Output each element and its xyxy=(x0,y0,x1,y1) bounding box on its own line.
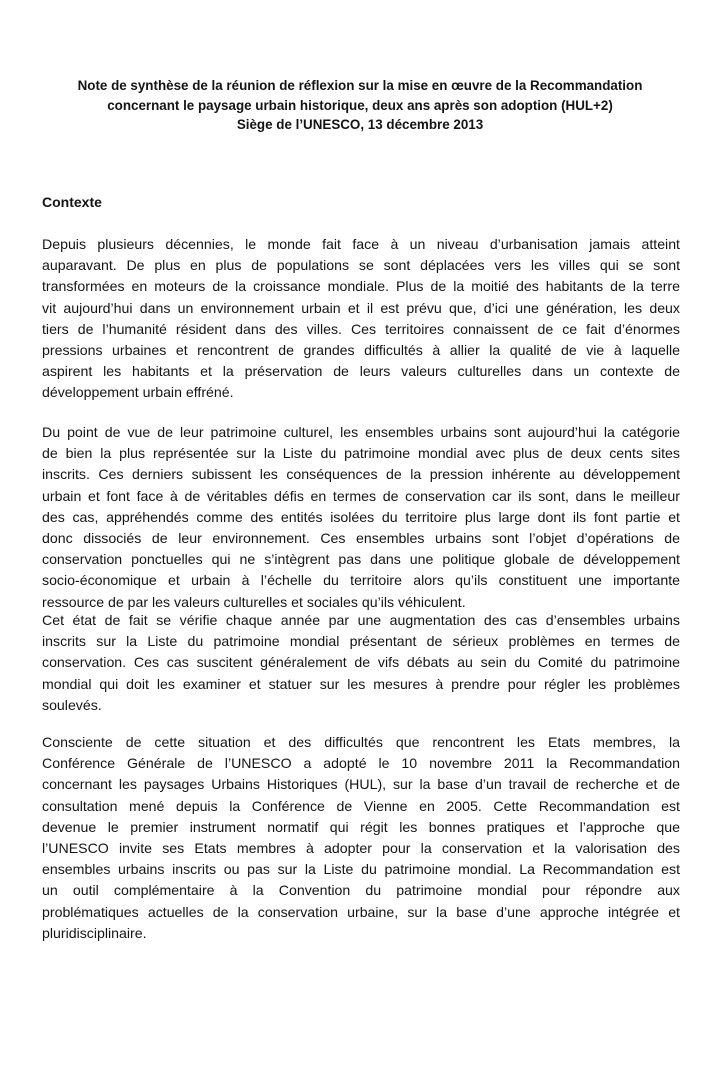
paragraph-patrimoine-culturel xyxy=(42,422,680,613)
paragraph-urbanisation xyxy=(42,234,680,404)
text-line: inscrits sur la Liste du patrimoine mondial présentant de sérieux problèmes en termes de xyxy=(42,633,680,650)
text-line: vit aujourd’hui dans un environnement urbain et il est prévu que, d’ici une génération, les deux xyxy=(42,299,680,316)
text-line: ensembles urbains inscrits ou pas sur la Liste du patrimoine mondial. La Recommandation est xyxy=(42,861,680,878)
title-line: concernant le paysage urbain historique, deux ans après son adoption (HUL+2) xyxy=(107,97,613,113)
text-line: Cet état de fait se vérifie chaque année par une augmentation des cas d’ensembles urbains xyxy=(42,612,680,628)
text-line: Du point de vue de leur patrimoine culturel, les ensembles urbains sont aujourd’hui la catégorie xyxy=(42,424,680,440)
text-line: de bien la plus représentée sur la Liste du patrimoine mondial avec plus de deux cents sites xyxy=(42,445,680,462)
title-line: Note de synthèse de la réunion de réflexion sur la mise en œuvre de la Recommandation xyxy=(77,78,643,93)
text-line: l’UNESCO invite ses Etats membres à adopter pour la conservation et la valorisation des xyxy=(42,840,680,857)
text-line: consultation mené depuis la Conférence de Vienne en 2005. Cette Recommandation est xyxy=(42,797,680,814)
text-line: urbain et font face à de véritables défis en termes de conservation car ils sont, dans le meilleur xyxy=(42,487,680,504)
text-line: pressions urbaines et rencontrent de grandes difficultés à allier la qualité de vie à laquelle xyxy=(42,342,680,359)
paragraph-recommandation xyxy=(42,732,680,944)
text-line: problématiques actuelles de la conservation urbaine, sur la base d’une approche intégrée et xyxy=(42,903,680,920)
text-line: socio-économique et urbain à l’échelle du territoire alors qu’ils constituent une importante xyxy=(42,572,680,589)
text-line: inscrits. Ces derniers subissent les conséquences de la pression inhérente au développement xyxy=(42,466,680,483)
text-line: des cas, appréhendés comme des entités isolées du territoire plus large dont ils font partie et xyxy=(42,508,680,525)
text-line: soulevés. xyxy=(42,696,102,713)
section-heading: Contexte xyxy=(42,194,102,210)
text-line: Depuis plusieurs décennies, le monde fait face à un niveau d’urbanisation jamais atteint xyxy=(42,236,680,252)
text-line: conservation. Ces cas suscitent généralement de vifs débats au sein du Comité du patrimoine xyxy=(42,654,680,671)
title-line: Siège de l’UNESCO, 13 décembre 2013 xyxy=(236,117,484,132)
document-title xyxy=(40,76,680,135)
text-line: développement urbain effréné. xyxy=(42,384,234,401)
paragraph-etat-de-fait xyxy=(42,610,680,716)
text-line: mondial qui doit les examiner et statuer sur les mesures à prendre pour régler les problèmes xyxy=(42,675,680,692)
text-line: pluridisciplinaire. xyxy=(42,924,147,941)
text-line: ressource de par les valeurs culturelles et sociales qu’ils véhiculent. xyxy=(42,593,466,610)
text-line: aspirent les habitants et la préservation de leurs valeurs culturelles dans un contexte de xyxy=(42,363,680,380)
text-line: donc dissociés de leur environnement. Ces ensembles urbains sont l’objet d’opérations de xyxy=(42,530,680,547)
text-line: un outil complémentaire à la Convention du patrimoine mondial pour répondre aux xyxy=(42,882,680,899)
text-line: Consciente de cette situation et des difficultés que rencontrent les Etats membres, la xyxy=(42,734,680,750)
text-line: conservation ponctuelles qui ne s’intègrent pas dans une politique globale de développement xyxy=(42,551,680,568)
text-line: devenue le premier instrument normatif qui régit les bonnes pratiques et l’approche que xyxy=(42,818,680,835)
text-line: tiers de l’humanité résident dans des villes. Ces territoires connaissent de ce fait d’énormes xyxy=(42,320,680,337)
text-line: transformées en moteurs de la croissance mondiale. Plus de la moitié des habitants de la terre xyxy=(42,278,680,295)
text-line: concernant les paysages Urbains Historiques (HUL), sur la base d’un travail de recherche et de xyxy=(42,776,680,793)
text-line: Conférence Générale de l’UNESCO a adopté le 10 novembre 2011 la Recommandation xyxy=(42,755,680,772)
text-line: auparavant. De plus en plus de populations se sont déplacées vers les villes qui se sont xyxy=(42,257,680,274)
